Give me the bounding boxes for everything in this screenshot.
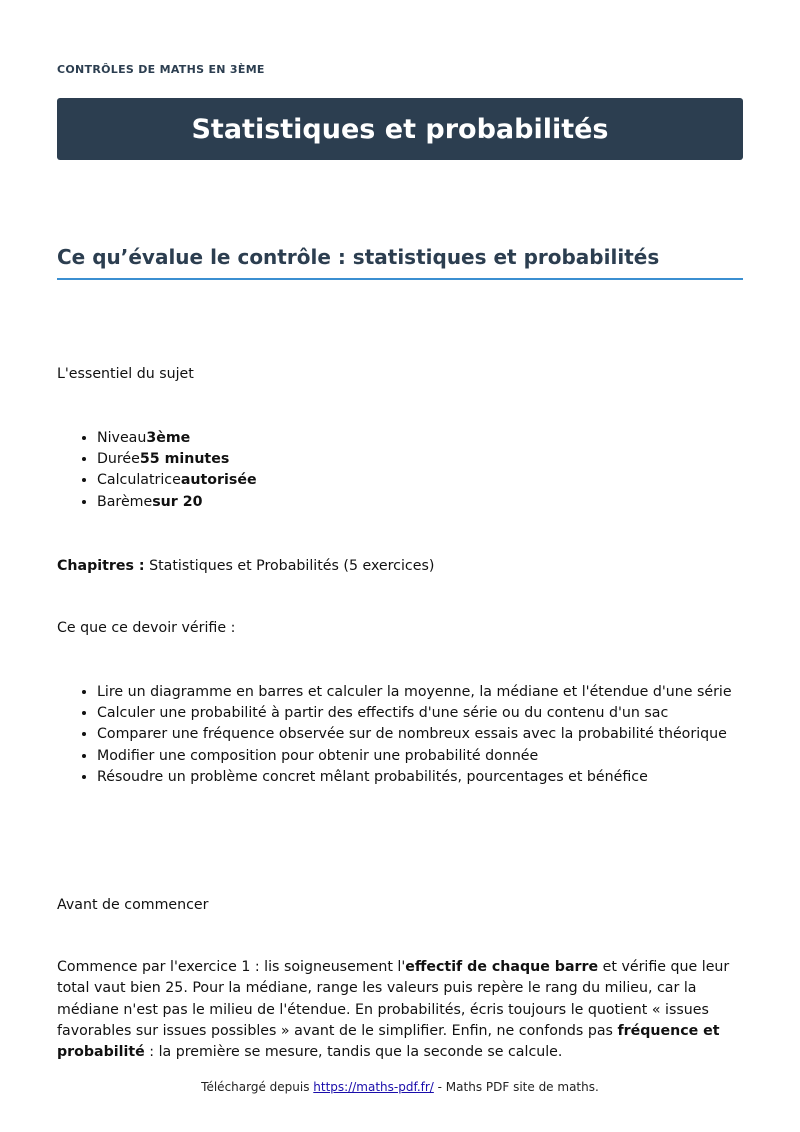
list-item [97, 428, 257, 449]
section-title: Ce qu’évalue le contrôle : statistiques et probabilités [57, 245, 743, 280]
list-item: • Résoudre un problème concret mêlant probabilités, pourcentages et bénéfice [97, 767, 732, 788]
page-footer [0, 1080, 800, 1094]
item-label: Calculatrice [97, 472, 181, 489]
item-value: sur 20 [152, 493, 203, 510]
avant-heading: Avant de commencer [57, 897, 209, 913]
item-label: Niveau [97, 430, 147, 446]
title-banner [57, 98, 743, 160]
series-kicker: CONTRÔLES DE MATHS EN 3ÈME [57, 63, 265, 76]
chapitres-label: Chapitres : [57, 558, 145, 574]
essentiel-list [57, 428, 257, 513]
text-run: : la première se mesure, tandis que la seconde se calcule. [144, 1044, 563, 1061]
item-label: Durée [97, 451, 140, 468]
list-item: • Lire un diagramme en barres et calculer la moyenne, la médiane et l'étendue d'une série [97, 682, 732, 703]
list-item: • Calculer une probabilité à partir des effectifs d'une série ou du contenu d'un sac [97, 703, 732, 724]
essentiel-heading: L'essentiel du sujet [57, 366, 194, 382]
list-item [97, 449, 257, 470]
list-item: • Modifier une composition pour obtenir une probabilité donnée [97, 746, 732, 767]
list-item [97, 492, 257, 513]
item-value: 3ème [146, 430, 191, 446]
avant-paragraph [57, 957, 743, 1063]
text-run: Commence par l'exercice 1 : lis soigneusement l' [57, 959, 406, 975]
chapitres-line [57, 556, 434, 577]
item-value: 55 minutes [139, 451, 230, 468]
list-item [97, 470, 257, 491]
item-value: autorisée [180, 472, 257, 489]
text-run: et vérifie que leur total vaut bien 25. Pour la médiane, range les valeurs puis repère le rang du milieu, car la médiane n'est pas le milieu de l'étendue. En probabilités, écris toujours le quotient « issues favorables sur issues possibles » avant de le simplifier. Enfin, ne confonds pas [57, 959, 730, 1039]
emphasis: effectif de chaque barre [405, 959, 599, 975]
emphasis: fréquence et probabilité [57, 1022, 720, 1061]
page-title: Statistiques et probabilités [191, 113, 609, 145]
verifie-heading: Ce que ce devoir vérifie : [57, 620, 236, 636]
footer-link[interactable]: https://maths-pdf.fr/ [313, 1080, 434, 1094]
footer-prefix: Téléchargé depuis [201, 1080, 314, 1094]
verifie-list [57, 682, 732, 788]
footer-suffix: - Maths PDF site de maths. [433, 1080, 599, 1094]
list-item: • Comparer une fréquence observée sur de nombreux essais avec la probabilité théorique [97, 724, 732, 745]
item-label: Barème [97, 493, 153, 510]
chapitres-value: Statistiques et Probabilités (5 exercices) [144, 558, 435, 574]
